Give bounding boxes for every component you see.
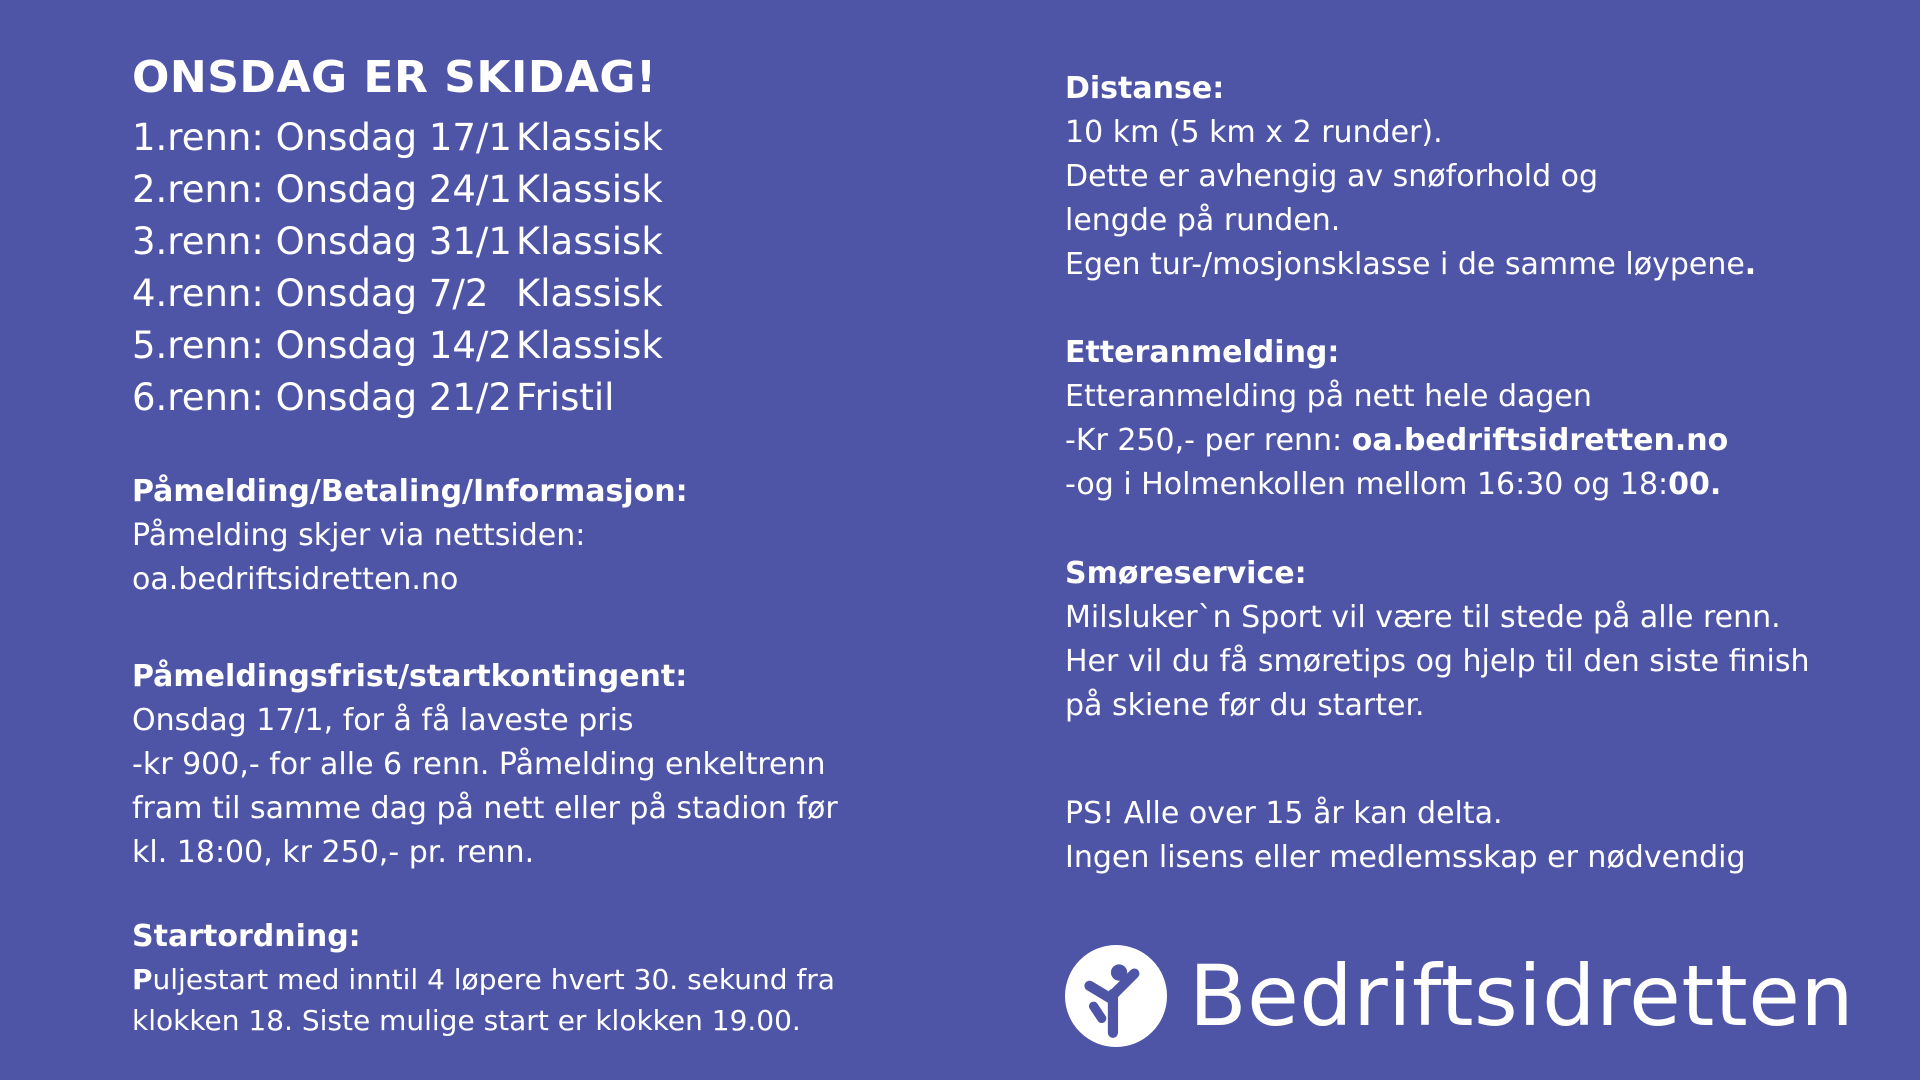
distance-text: Dette er avhengig av snøforhold og [1065,159,1599,194]
late-registration-section [1065,331,1728,507]
race-style: Klassisk [516,272,663,315]
late-registration-text: Etteranmelding på nett hele dagen [1065,379,1592,414]
wax-service-section [1065,552,1809,728]
race-style: Klassisk [516,220,663,263]
ps-section [1065,792,1746,880]
deadline-text: Onsdag 17/1, for å få laveste pris [132,703,634,738]
distance-heading: Distanse: [1065,71,1225,106]
wax-service-text: på skiene før du starter. [1065,688,1425,723]
start-heading: Startordning: [132,919,361,954]
start-text-initial: P [132,963,153,996]
logo-text: Bedriftsidretten [1189,947,1855,1045]
deadline-text: fram til samme dag på nett eller på stadion før [132,791,838,826]
race-style: Klassisk [516,324,663,367]
registration-website: oa.bedriftsidretten.no [132,562,459,597]
registration-heading: Påmelding/Betaling/Informasjon: [132,474,688,509]
distance-section [1065,67,1756,287]
race-name: 1.renn: Onsdag 17/1 [132,116,512,159]
late-registration-location-text: -og i Holmenkollen mellom 16:30 og 18: [1065,467,1669,502]
late-registration-price-text: -Kr 250,- per renn: [1065,423,1352,458]
late-registration-website: oa.bedriftsidretten.no [1351,423,1729,458]
distance-class-text: Egen tur-/mosjonsklasse i de samme løypene [1065,247,1745,282]
deadline-text: -kr 900,- for alle 6 renn. Påmelding enkeltrenn [132,747,826,782]
race-name: 5.renn: Onsdag 14/2 [132,324,512,367]
race-style: Fristil [516,376,615,419]
race-name: 3.renn: Onsdag 31/1 [132,220,512,263]
wax-service-text: Her vil du få smøretips og hjelp til den siste finish [1065,644,1810,679]
registration-text: Påmelding skjer via nettsiden: [132,518,586,553]
start-text: klokken 18. Siste mulige start er klokken 19.00. [132,1004,801,1037]
distance-text: lengde på runden. [1065,203,1341,238]
start-section [132,915,835,1041]
deadline-section [132,655,838,875]
late-registration-time-end: 00. [1668,467,1722,502]
bedriftsidretten-logo [1065,945,1855,1050]
distance-class-end: . [1744,247,1757,282]
late-registration-location [1065,463,1728,507]
registration-section [132,470,688,602]
ps-text: Ingen lisens eller medlemsskap er nødvendig [1065,840,1746,875]
race-name: 2.renn: Onsdag 24/1 [132,168,512,211]
race-style: Klassisk [516,116,663,159]
deadline-heading: Påmeldingsfrist/startkontingent: [132,659,688,694]
late-registration-heading: Etteranmelding: [1065,335,1340,370]
start-text [132,959,835,1000]
race-name: 4.renn: Onsdag 7/2 [132,272,489,315]
person-figure-icon [1065,945,1167,1047]
wax-service-text: Milsluker`n Sport vil være til stede på alle renn. [1065,600,1781,635]
distance-text: 10 km (5 km x 2 runder). [1065,115,1443,150]
late-registration-price [1065,419,1728,463]
wax-service-heading: Smøreservice: [1065,556,1307,591]
start-text-rest: uljestart med inntil 4 løpere hvert 30. sekund fra [152,963,835,996]
race-style: Klassisk [516,168,663,211]
deadline-text: kl. 18:00, kr 250,- pr. renn. [132,835,535,870]
race-name: 6.renn: Onsdag 21/2 [132,376,512,419]
distance-text [1065,243,1756,287]
ps-text: PS! Alle over 15 år kan delta. [1065,796,1503,831]
page-title: ONSDAG ER SKIDAG! [132,52,657,103]
